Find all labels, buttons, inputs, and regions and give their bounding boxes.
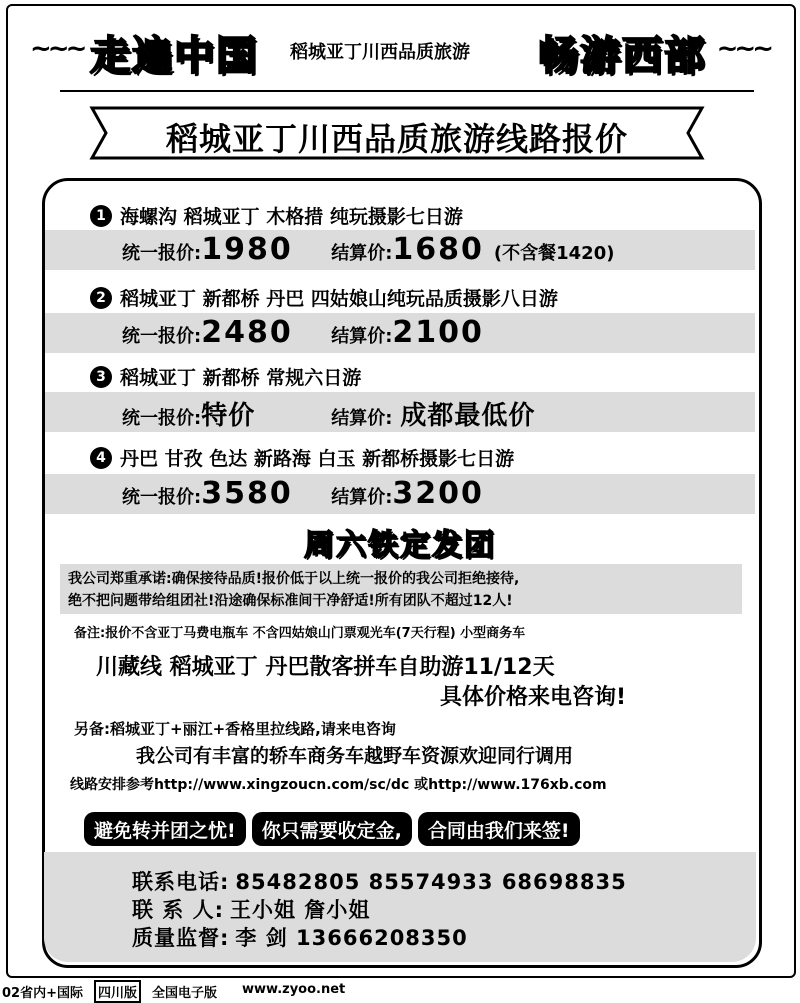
unified-price: 1980 xyxy=(201,232,293,267)
route-3-title xyxy=(90,363,361,390)
route-3-prices xyxy=(122,395,535,432)
settlement-price: 1680 xyxy=(392,232,484,267)
route-1-title xyxy=(90,202,463,229)
settlement-price-label: 结算价: xyxy=(331,326,393,347)
footer-section: 02省内+国际 xyxy=(2,986,83,1001)
supervisor-row xyxy=(132,922,468,952)
route-number-icon: 1 xyxy=(90,205,112,227)
promise-line-1: 我公司郑重承诺:确保接待品质!报价低于以上统一报价的我公司拒绝接待, xyxy=(68,571,520,587)
route-4-prices xyxy=(122,476,484,511)
slogan-part-2: 你只需要收定金, xyxy=(252,812,412,846)
settlement-price: 3200 xyxy=(392,476,484,511)
route-2-prices xyxy=(122,315,484,350)
company-promise xyxy=(60,564,742,614)
route-number-icon: 2 xyxy=(90,287,112,309)
price-inquiry: 具体价格来电咨询! xyxy=(440,685,627,710)
footer-url[interactable]: www.zyoo.net xyxy=(242,982,346,997)
supervisor-label: 质量监督: xyxy=(132,926,230,950)
unified-price-label: 统一报价: xyxy=(122,487,202,508)
saturday-departure: 周六铁定发团 xyxy=(304,528,496,563)
price-note: (不含餐1420) xyxy=(493,243,615,264)
route-2-title xyxy=(90,284,558,311)
header-left-title: 走遍中国 xyxy=(90,32,258,79)
chuanzang-route: 川藏线 稻城亚丁 丹巴散客拼车自助游11/12天 xyxy=(96,655,555,680)
unified-price-label: 统一报价: xyxy=(122,243,202,264)
vehicle-resources: 我公司有丰富的轿车商务车越野车资源欢迎同行调用 xyxy=(136,745,574,767)
route-name: 稻城亚丁 新都桥 丹巴 四姑娘山纯玩品质摄影八日游 xyxy=(120,288,558,310)
slogan-part-3: 合同由我们来签! xyxy=(418,812,580,846)
phone-label: 联系电话: xyxy=(132,870,230,894)
person-label: 联 系 人: xyxy=(132,898,225,922)
footer-national: 全国电子版 xyxy=(152,986,218,1001)
contact-person-row xyxy=(132,894,370,924)
slogan-part-1: 避免转并团之忧! xyxy=(84,812,246,846)
cloud-ornament-left: ~~~ xyxy=(30,34,84,64)
contact-phone-row xyxy=(132,866,627,896)
reference-links[interactable]: 线路安排参考http://www.xingzoucn.com/sc/dc 或http://www.176xb.com xyxy=(70,777,607,793)
slogan xyxy=(84,812,580,846)
other-route: 另备:稻城亚丁+丽江+香格里拉线路,请来电咨询 xyxy=(74,720,396,738)
promise-line-2: 绝不把问题带给组团社!沿途确保标准间干净舒适!所有团队不超过12人! xyxy=(68,593,513,609)
route-name: 丹巴 甘孜 色达 新路海 白玉 新都桥摄影七日游 xyxy=(120,448,515,470)
phone-numbers[interactable]: 85482805 85574933 68698835 xyxy=(235,870,627,894)
route-number-icon: 4 xyxy=(90,447,112,469)
unified-price: 2480 xyxy=(201,315,293,350)
unified-price-label: 统一报价: xyxy=(122,326,202,347)
route-name: 稻城亚丁 新都桥 常规六日游 xyxy=(120,367,362,389)
unified-price: 3580 xyxy=(201,476,293,511)
settlement-price-label: 结算价: xyxy=(331,487,393,508)
footer-edition-box: 四川版 xyxy=(94,980,141,1003)
banner-title: 稻城亚丁川西品质旅游线路报价 xyxy=(165,120,628,158)
cloud-ornament-right: ~~~ xyxy=(716,34,770,64)
settlement-price: 2100 xyxy=(392,315,484,350)
header-right-title: 畅游西部 xyxy=(538,32,706,79)
route-number-icon: 3 xyxy=(90,366,112,388)
remark: 备注:报价不含亚丁马费电瓶车 不含四姑娘山门票观光车(7天行程) 小型商务车 xyxy=(74,626,526,641)
contact-persons: 王小姐 詹小姐 xyxy=(230,898,371,922)
supervisor-contact[interactable]: 李 剑 13666208350 xyxy=(235,926,468,950)
unified-price-label: 统一报价: xyxy=(122,408,202,429)
header-divider xyxy=(60,90,754,92)
route-name: 海螺沟 稻城亚丁 木格措 纯玩摄影七日游 xyxy=(120,206,463,228)
settlement-price-label: 结算价: xyxy=(331,408,393,429)
settlement-price: 成都最低价 xyxy=(400,401,536,431)
route-4-title xyxy=(90,444,514,471)
route-1-prices xyxy=(122,232,614,267)
header-subtitle: 稻城亚丁川西品质旅游 xyxy=(290,42,470,63)
title-banner xyxy=(82,106,712,160)
unified-price: 特价 xyxy=(201,401,256,431)
settlement-price-label: 结算价: xyxy=(331,243,393,264)
page-footer xyxy=(0,980,800,1000)
